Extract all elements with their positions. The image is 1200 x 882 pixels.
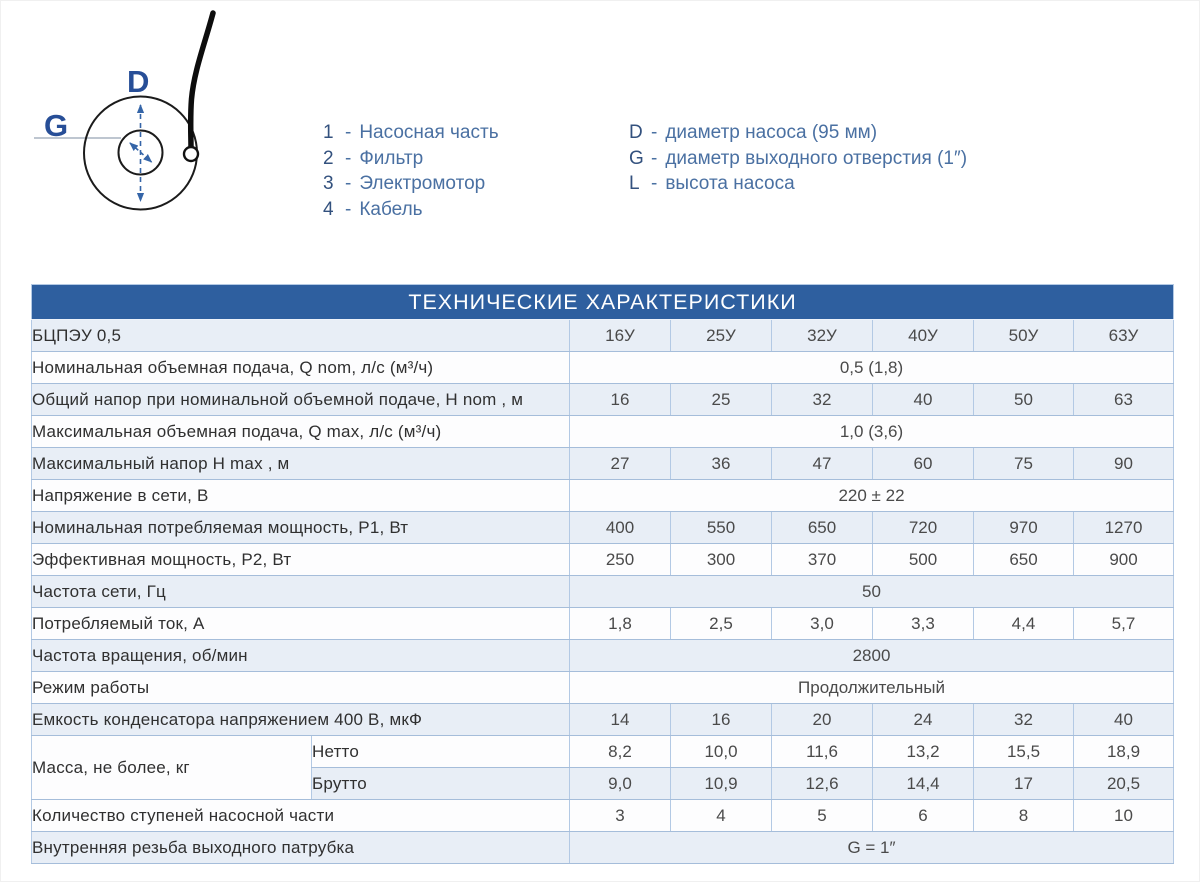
value-cell: 250	[570, 544, 671, 576]
legend-item-pump-section	[323, 120, 499, 146]
value-cell: 15,5	[974, 736, 1074, 768]
value-cell: 16	[570, 384, 671, 416]
merged-value-cell: G = 1″	[570, 832, 1174, 864]
specs-table	[31, 284, 1174, 864]
value-cell: 20	[772, 704, 873, 736]
value-cell: 18,9	[1074, 736, 1174, 768]
column-header: 25У	[671, 320, 772, 352]
legend-item-height	[629, 171, 967, 197]
value-cell: 11,6	[772, 736, 873, 768]
table-row	[32, 352, 1174, 384]
value-cell: 2,5	[671, 608, 772, 640]
legend-separator: -	[345, 122, 352, 143]
cable-gland-circle	[184, 147, 198, 161]
row-label: Общий напор при номинальной объемной подаче, H nom , м	[32, 384, 570, 416]
value-cell: 650	[772, 512, 873, 544]
model-label: БЦПЭУ 0,5	[32, 320, 570, 352]
table-row	[32, 416, 1174, 448]
mass-row-label: Масса, не более, кг	[32, 736, 312, 800]
table-row	[32, 576, 1174, 608]
merged-value-cell: 0,5 (1,8)	[570, 352, 1174, 384]
diagram-label-d: D	[127, 64, 150, 99]
legend-label: Электромотор	[359, 173, 486, 195]
row-label: Напряжение в сети, В	[32, 480, 570, 512]
value-cell: 40	[873, 384, 974, 416]
value-cell: 3	[570, 800, 671, 832]
legend-label: диаметр насоса (95 мм)	[665, 122, 878, 143]
legend-key: 3	[323, 173, 334, 195]
legend-key: L	[629, 173, 640, 195]
row-label: Номинальная объемная подача, Q nom, л/с (м³/ч)	[32, 352, 570, 384]
legend-key: G	[629, 147, 644, 169]
value-cell: 63	[1074, 384, 1174, 416]
row-label: Емкость конденсатора напряжением 400 В, мкФ	[32, 704, 570, 736]
merged-value-cell: 1,0 (3,6)	[570, 416, 1174, 448]
legend-label: высота насоса	[665, 173, 795, 195]
table-row	[32, 448, 1174, 480]
value-cell: 40	[1074, 704, 1174, 736]
row-label: Количество ступеней насосной части	[32, 800, 570, 832]
legend-key: 2	[323, 147, 334, 169]
value-cell: 5	[772, 800, 873, 832]
merged-value-cell: 50	[570, 576, 1174, 608]
value-cell: 8	[974, 800, 1074, 832]
value-cell: 24	[873, 704, 974, 736]
value-cell: 4,4	[974, 608, 1074, 640]
value-cell: 14	[570, 704, 671, 736]
column-header: 40У	[873, 320, 974, 352]
mass-sub-label-net: Нетто	[312, 736, 570, 768]
table-row-mass-net	[32, 736, 1174, 768]
column-header: 32У	[772, 320, 873, 352]
value-cell: 50	[974, 384, 1074, 416]
legend-separator: -	[345, 198, 352, 220]
legend-item-motor	[323, 171, 499, 197]
legend-separator: -	[651, 173, 658, 195]
value-cell: 6	[873, 800, 974, 832]
value-cell: 10,0	[671, 736, 772, 768]
value-cell: 10,9	[671, 768, 772, 800]
row-label: Максимальная объемная подача, Q max, л/с (м³/ч)	[32, 416, 570, 448]
legend-separator: -	[345, 173, 352, 195]
legend-separator: -	[651, 122, 658, 143]
parts-legend	[323, 120, 499, 222]
legend-key: 4	[323, 198, 334, 220]
row-label: Режим работы	[32, 672, 570, 704]
legend-item-outlet-diameter	[629, 146, 967, 172]
value-cell: 5,7	[1074, 608, 1174, 640]
legend-item-cable	[323, 197, 499, 223]
value-cell: 550	[671, 512, 772, 544]
value-cell: 17	[974, 768, 1074, 800]
table-row	[32, 800, 1174, 832]
column-header: 50У	[974, 320, 1074, 352]
column-header: 63У	[1074, 320, 1174, 352]
legend-label: Насосная часть	[359, 122, 499, 143]
merged-value-cell: 220 ± 22	[570, 480, 1174, 512]
table-row	[32, 608, 1174, 640]
table-row	[32, 672, 1174, 704]
value-cell: 400	[570, 512, 671, 544]
table-row	[32, 384, 1174, 416]
value-cell: 9,0	[570, 768, 671, 800]
value-cell: 75	[974, 448, 1074, 480]
value-cell: 16	[671, 704, 772, 736]
value-cell: 3,3	[873, 608, 974, 640]
diagram-label-g: G	[44, 108, 69, 143]
value-cell: 36	[671, 448, 772, 480]
cable-curve	[191, 13, 213, 148]
value-cell: 32	[974, 704, 1074, 736]
legend-label: диаметр выходного отверстия (1″)	[665, 147, 968, 169]
mass-sub-label-gross: Брутто	[312, 768, 570, 800]
value-cell: 47	[772, 448, 873, 480]
row-label: Максимальный напор H max , м	[32, 448, 570, 480]
table-title: ТЕХНИЧЕСКИЕ ХАРАКТЕРИСТИКИ	[32, 285, 1174, 320]
table-row	[32, 640, 1174, 672]
table-row	[32, 544, 1174, 576]
column-header: 16У	[570, 320, 671, 352]
value-cell: 650	[974, 544, 1074, 576]
legend-separator: -	[345, 147, 352, 169]
value-cell: 720	[873, 512, 974, 544]
table-row	[32, 480, 1174, 512]
row-label: Частота сети, Гц	[32, 576, 570, 608]
dimensions-legend	[629, 120, 967, 197]
table-row	[32, 704, 1174, 736]
value-cell: 14,4	[873, 768, 974, 800]
legend-label: Фильтр	[359, 147, 424, 169]
value-cell: 27	[570, 448, 671, 480]
model-header-row	[32, 320, 1174, 352]
value-cell: 90	[1074, 448, 1174, 480]
value-cell: 370	[772, 544, 873, 576]
legend-key: 1	[323, 122, 334, 143]
legend-label: Кабель	[359, 198, 423, 220]
value-cell: 13,2	[873, 736, 974, 768]
value-cell: 32	[772, 384, 873, 416]
row-label: Внутренняя резьба выходного патрубка	[32, 832, 570, 864]
pump-top-view-diagram	[1, 1, 321, 231]
value-cell: 4	[671, 800, 772, 832]
legend-item-diameter	[629, 120, 967, 146]
legend-separator: -	[651, 147, 658, 169]
table-row	[32, 512, 1174, 544]
value-cell: 60	[873, 448, 974, 480]
value-cell: 25	[671, 384, 772, 416]
value-cell: 900	[1074, 544, 1174, 576]
value-cell: 8,2	[570, 736, 671, 768]
row-label: Потребляемый ток, А	[32, 608, 570, 640]
merged-value-cell: Продолжительный	[570, 672, 1174, 704]
value-cell: 1,8	[570, 608, 671, 640]
value-cell: 300	[671, 544, 772, 576]
value-cell: 12,6	[772, 768, 873, 800]
value-cell: 1270	[1074, 512, 1174, 544]
legend-key: D	[629, 122, 643, 143]
value-cell: 3,0	[772, 608, 873, 640]
row-label: Частота вращения, об/мин	[32, 640, 570, 672]
value-cell: 970	[974, 512, 1074, 544]
table-row	[32, 832, 1174, 864]
value-cell: 20,5	[1074, 768, 1174, 800]
merged-value-cell: 2800	[570, 640, 1174, 672]
legend-item-filter	[323, 146, 499, 172]
table-title-row	[32, 285, 1174, 320]
row-label: Эффективная мощность, P2, Вт	[32, 544, 570, 576]
value-cell: 500	[873, 544, 974, 576]
row-label: Номинальная потребляемая мощность, P1, Вт	[32, 512, 570, 544]
value-cell: 10	[1074, 800, 1174, 832]
